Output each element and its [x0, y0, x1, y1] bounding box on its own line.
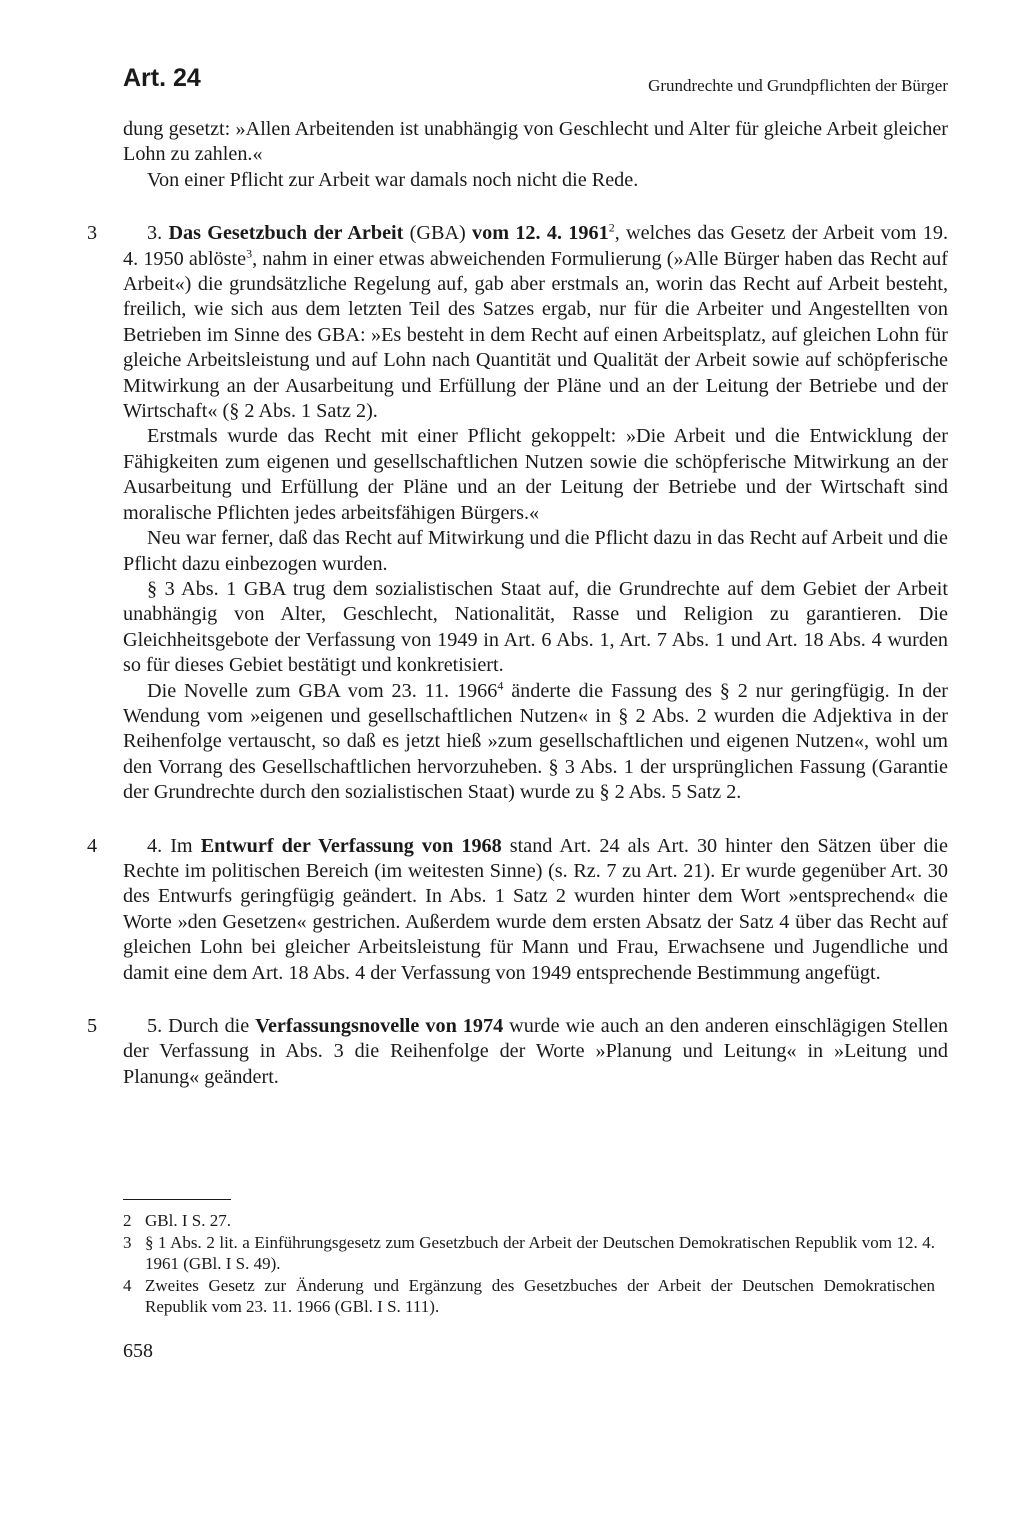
footnote-ref[interactable]: 3: [246, 245, 253, 260]
text-span: Die Novelle zum GBA vom 23. 11. 1966: [147, 679, 498, 702]
footnote: [123, 1210, 935, 1232]
section-4-paragraph: [123, 834, 948, 986]
footnote-rule: [123, 1199, 231, 1200]
footnote: [123, 1232, 935, 1275]
text-span: wurde wie auch an den anderen einschlägigen Stellen der Verfassung in Abs. 3 die Reihenfolge der Worte »Planung und Leitung« in »Leitung und Planung« geändert.: [123, 1015, 948, 1088]
section-3: [87, 220, 948, 805]
text-span: 5. Durch die: [147, 1015, 250, 1037]
bold-term: Entwurf der Verfassung von 1968: [200, 834, 502, 857]
section-3-paragraph-2: Erstmals wurde das Recht mit einer Pflicht gekoppelt: »Die Arbeit und die Entwicklung der Fähigkeiten zum eigenen und gesellschaftlichen Nutzen sowie die schöpferische Mitwirkung an der Ausarbeitung und Erfüllung der Pläne und an der Leitung der Betriebe und der Wirtschaft sind moralische Pflichten jedes arbeitsfähigen Bürgers.«: [123, 425, 948, 524]
intro-paragraph-2: Von einer Pflicht zur Arbeit war damals noch nicht die Rede.: [147, 168, 639, 191]
page-header: [123, 64, 948, 104]
text-span: stand Art. 24 als Art. 30 hinter den Sätzen über die Rechte im politischen Bereich (im weitesten Sinne) (s. Rz. 7 zu Art. 21). Er wurde gegenüber Art. 30 des Entwurfs geringfügig geändert. In Abs. 1 Satz 2 wurden hinter dem Wort »entsprechend« die Worte »den Gesetzen« gestrichen. Außerdem wurde dem ersten Absatz der Satz 4 über das Recht auf gleichen Lohn bei gleicher Arbeitsleistung für Mann und Frau, Erwachsene und Jugendliche und damit eine dem Art. 18 Abs. 4 der Verfassung von 1949 entsprechende Bestimmung angefügt.: [123, 834, 948, 984]
article-label: Art. 24: [123, 64, 201, 92]
footnote-ref[interactable]: 4: [497, 677, 504, 692]
footnote-text: GBl. I S. 27.: [145, 1211, 231, 1230]
section-5: [87, 1014, 948, 1090]
section-3-paragraph-5: [123, 679, 948, 806]
footnote-text: Zweites Gesetz zur Änderung und Ergänzung des Gesetzbuches der Arbeit der Deutschen Demokratischen Republik vom 23. 11. 1966 (GBl. I S. 111).: [145, 1275, 935, 1316]
footnote-number: 3: [123, 1232, 132, 1252]
section-number: 3.: [147, 222, 163, 245]
section-5-paragraph: [123, 1014, 948, 1090]
text-span: (GBA): [409, 222, 466, 245]
margin-number: 5: [87, 1015, 98, 1037]
footnote-number: 2: [123, 1211, 132, 1230]
section-3-paragraph-4: § 3 Abs. 1 GBA trug dem sozialistischen Staat auf, die Grundrechte auf dem Gebiet der Arbeit unabhängig von Alter, Geschlecht, Nationalität, Rasse und Religion zu garantieren. Die Gleichheitsgebote der Verfassung von 1949 in Art. 6 Abs. 1, Art. 7 Abs. 1 und Art. 18 Abs. 4 wurden so für dieses Gebiet bestätigt und konkretisiert.: [123, 577, 948, 677]
text-span: , welches das Gesetz der Arbeit vom 19. 4. 1950 ablöste: [123, 222, 948, 270]
text-span: änderte die Fassung des § 2 nur geringfügig. In der Wendung vom »eigenen und gesellschaftlichen Nutzen« in § 2 Abs. 2 wurden die Adjektiva in der Reihenfolge vertauscht, so daß es jetzt hieß »zum gesellschaftlichen und eigenen Nutzen«, wohl um den Vorrang des Gesellschaftlichen hervorzuheben. § 3 Abs. 1 der ursprünglichen Fassung (Garantie der Grundrechte durch den sozialistischen Staat) wurde zu § 2 Abs. 5 Satz 2.: [123, 679, 948, 804]
footnote-ref[interactable]: 2: [608, 220, 615, 235]
section-3-paragraph-3: Neu war ferner, daß das Recht auf Mitwirkung und die Pflicht dazu in das Recht auf Arbeit und die Pflicht dazu einbezogen wurden.: [123, 527, 948, 575]
margin-number: 3: [87, 222, 98, 245]
text-span: , nahm in einer etwas abweichenden Formulierung (»Alle Bürger haben das Recht auf Arbeit«) die grundsätzliche Regelung auf, gab aber erstmals an, worin das Recht auf Arbeit besteht, freilich, wie sich aus dem letzten Teil des Satzes ergab, nur für die Arbeiter und Angestellten von Betrieben im Sinne des GBA: »Es besteht in dem Recht auf einen Arbeitsplatz, auf gleichen Lohn für gleiche Arbeitsleistung und auf Lohn nach Quantität und Qualität der Arbeit sowie auf schöpferische Mitwirkung an der Ausarbeitung und Erfüllung der Pläne und an der Leitung der Betriebe und der Wirtschaft« (§ 2 Abs. 1 Satz 2).: [123, 247, 948, 423]
section-3-paragraph-1: [123, 221, 948, 424]
footnotes: [123, 1210, 935, 1318]
text-span: 4. Im: [147, 834, 193, 857]
bold-date: vom 12. 4. 1961: [472, 222, 609, 245]
footnote: [123, 1275, 935, 1318]
section-4: [87, 834, 948, 986]
margin-number: 4: [87, 834, 98, 857]
body-text: [87, 117, 948, 1090]
footnote-text: § 1 Abs. 2 lit. a Einführungsgesetz zum Gesetzbuch der Arbeit der Deutschen Demokratischen Republik vom 12. 4. 1961 (GBl. I S. 49).: [145, 1232, 935, 1273]
page-number: 658: [123, 1340, 153, 1362]
footnote-number: 4: [123, 1275, 132, 1295]
bold-term: Das Gesetzbuch der Arbeit: [168, 222, 404, 245]
bold-term: Verfassungsnovelle von 1974: [255, 1015, 504, 1037]
running-head: Grundrechte und Grundpflichten der Bürger: [648, 76, 948, 95]
intro-paragraph: dung gesetzt: »Allen Arbeitenden ist unabhängig von Geschlecht und Alter für gleiche Arbeit gleicher Lohn zu zahlen.«: [123, 118, 948, 166]
